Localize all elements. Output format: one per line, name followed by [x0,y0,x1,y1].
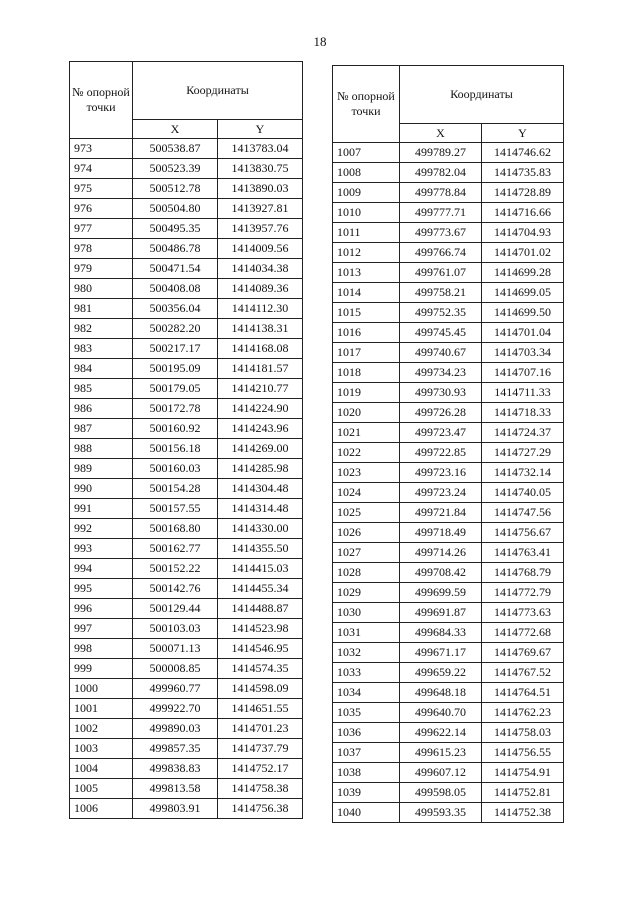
point-number-cell: 1005 [70,779,133,799]
point-number-cell: 990 [70,479,133,499]
point-number-cell: 1027 [333,543,400,563]
table-row [333,403,564,423]
point-number-cell: 978 [70,239,133,259]
table-row [70,399,303,419]
point-number-cell: 1029 [333,583,400,603]
point-number-cell: 1025 [333,503,400,523]
y-coordinate-cell: 1414746.62 [482,143,564,163]
table-row [70,579,303,599]
x-coordinate-cell: 499593.35 [400,803,482,823]
table-row [333,323,564,343]
x-coordinate-cell: 499838.83 [133,759,218,779]
point-number-cell: 993 [70,539,133,559]
y-coordinate-cell: 1414758.38 [218,779,303,799]
coordinates-table-right [332,65,564,823]
point-number-cell: 1014 [333,283,400,303]
point-number-cell: 1006 [70,799,133,819]
table-row [70,619,303,639]
header-x: X [133,120,218,139]
point-number-cell: 989 [70,459,133,479]
x-coordinate-cell: 499723.47 [400,423,482,443]
point-number-cell: 1019 [333,383,400,403]
y-coordinate-cell: 1414330.00 [218,519,303,539]
table-row [70,499,303,519]
x-coordinate-cell: 500008.85 [133,659,218,679]
point-number-cell: 1013 [333,263,400,283]
table-body-right [333,143,564,823]
table-row [333,583,564,603]
y-coordinate-cell: 1414724.37 [482,423,564,443]
point-number-cell: 980 [70,279,133,299]
table-row [333,723,564,743]
point-number-cell: 1018 [333,363,400,383]
y-coordinate-cell: 1414285.98 [218,459,303,479]
point-number-cell: 977 [70,219,133,239]
x-coordinate-cell: 500195.09 [133,359,218,379]
x-coordinate-cell: 499684.33 [400,623,482,643]
x-coordinate-cell: 499922.70 [133,699,218,719]
table-row [333,343,564,363]
y-coordinate-cell: 1414523.98 [218,619,303,639]
y-coordinate-cell: 1414769.67 [482,643,564,663]
point-number-cell: 973 [70,139,133,159]
y-coordinate-cell: 1414701.23 [218,719,303,739]
table-row [333,763,564,783]
point-number-cell: 1016 [333,323,400,343]
y-coordinate-cell: 1414732.14 [482,463,564,483]
point-number-cell: 1008 [333,163,400,183]
point-number-cell: 984 [70,359,133,379]
point-number-cell: 995 [70,579,133,599]
y-coordinate-cell: 1414768.79 [482,563,564,583]
table-row [70,139,303,159]
x-coordinate-cell: 499766.74 [400,243,482,263]
y-coordinate-cell: 1414269.00 [218,439,303,459]
point-number-cell: 1015 [333,303,400,323]
y-coordinate-cell: 1414767.52 [482,663,564,683]
table-row [70,759,303,779]
x-coordinate-cell: 500157.55 [133,499,218,519]
y-coordinate-cell: 1414304.48 [218,479,303,499]
point-number-cell: 1009 [333,183,400,203]
x-coordinate-cell: 499699.59 [400,583,482,603]
table-row [333,783,564,803]
y-coordinate-cell: 1414574.35 [218,659,303,679]
point-number-cell: 1038 [333,763,400,783]
x-coordinate-cell: 499708.42 [400,563,482,583]
x-coordinate-cell: 499758.21 [400,283,482,303]
x-coordinate-cell: 499723.16 [400,463,482,483]
x-coordinate-cell: 499723.24 [400,483,482,503]
table-row [70,599,303,619]
x-coordinate-cell: 499718.49 [400,523,482,543]
point-number-cell: 1033 [333,663,400,683]
y-coordinate-cell: 1414699.28 [482,263,564,283]
table-row [70,379,303,399]
x-coordinate-cell: 499730.93 [400,383,482,403]
table-row [70,559,303,579]
y-coordinate-cell: 1414704.93 [482,223,564,243]
point-number-cell: 1001 [70,699,133,719]
y-coordinate-cell: 1414089.36 [218,279,303,299]
y-coordinate-cell: 1414752.17 [218,759,303,779]
point-number-cell: 1035 [333,703,400,723]
point-number-cell: 998 [70,639,133,659]
table-body-left [70,139,303,819]
x-coordinate-cell: 500154.28 [133,479,218,499]
x-coordinate-cell: 499722.85 [400,443,482,463]
y-coordinate-cell: 1413830.75 [218,159,303,179]
point-number-cell: 1040 [333,803,400,823]
x-coordinate-cell: 500142.76 [133,579,218,599]
x-coordinate-cell: 500471.54 [133,259,218,279]
point-number-cell: 1012 [333,243,400,263]
table-row [333,623,564,643]
x-coordinate-cell: 500523.39 [133,159,218,179]
y-coordinate-cell: 1414718.33 [482,403,564,423]
table-row [70,719,303,739]
table-row [70,279,303,299]
x-coordinate-cell: 499803.91 [133,799,218,819]
table-row [333,643,564,663]
y-coordinate-cell: 1414243.96 [218,419,303,439]
y-coordinate-cell: 1414752.81 [482,783,564,803]
point-number-cell: 1021 [333,423,400,443]
point-number-cell: 1030 [333,603,400,623]
y-coordinate-cell: 1414773.63 [482,603,564,623]
y-coordinate-cell: 1414758.03 [482,723,564,743]
table-row [70,179,303,199]
y-coordinate-cell: 1414764.51 [482,683,564,703]
point-number-cell: 1004 [70,759,133,779]
y-coordinate-cell: 1414598.09 [218,679,303,699]
y-coordinate-cell: 1413957.76 [218,219,303,239]
point-number-cell: 988 [70,439,133,459]
x-coordinate-cell: 500179.05 [133,379,218,399]
point-number-cell: 1039 [333,783,400,803]
table-row [70,259,303,279]
x-coordinate-cell: 499740.67 [400,343,482,363]
y-coordinate-cell: 1414168.08 [218,339,303,359]
y-coordinate-cell: 1413927.81 [218,199,303,219]
point-number-cell: 1028 [333,563,400,583]
x-coordinate-cell: 500172.78 [133,399,218,419]
point-number-cell: 1002 [70,719,133,739]
x-coordinate-cell: 499789.27 [400,143,482,163]
x-coordinate-cell: 499714.26 [400,543,482,563]
table-row [333,503,564,523]
point-number-cell: 1020 [333,403,400,423]
x-coordinate-cell: 499721.84 [400,503,482,523]
table-row [70,299,303,319]
point-number-cell: 1036 [333,723,400,743]
point-number-cell: 974 [70,159,133,179]
table-row [70,639,303,659]
y-coordinate-cell: 1414711.33 [482,383,564,403]
y-coordinate-cell: 1414314.48 [218,499,303,519]
y-coordinate-cell: 1414701.04 [482,323,564,343]
y-coordinate-cell: 1414210.77 [218,379,303,399]
point-number-cell: 976 [70,199,133,219]
y-coordinate-cell: 1414701.02 [482,243,564,263]
y-coordinate-cell: 1414754.91 [482,763,564,783]
point-number-cell: 982 [70,319,133,339]
header-point-number: № опорной точки [70,62,133,139]
x-coordinate-cell: 499745.45 [400,323,482,343]
table-row [333,803,564,823]
x-coordinate-cell: 499773.67 [400,223,482,243]
header-coordinates: Координаты [400,66,564,124]
table-row [70,199,303,219]
point-number-cell: 997 [70,619,133,639]
x-coordinate-cell: 500168.80 [133,519,218,539]
header-point-number: № опорной точки [333,66,400,143]
table-row [333,483,564,503]
table-row [70,479,303,499]
table-row [70,679,303,699]
table-row [333,663,564,683]
table-row [333,603,564,623]
x-coordinate-cell: 499778.84 [400,183,482,203]
x-coordinate-cell: 499752.35 [400,303,482,323]
x-coordinate-cell: 499734.23 [400,363,482,383]
y-coordinate-cell: 1414747.56 [482,503,564,523]
table-row [333,203,564,223]
table-row [333,283,564,303]
table-row [70,419,303,439]
table-row [70,319,303,339]
x-coordinate-cell: 500152.22 [133,559,218,579]
point-number-cell: 1023 [333,463,400,483]
x-coordinate-cell: 500408.08 [133,279,218,299]
y-coordinate-cell: 1414455.34 [218,579,303,599]
table-row [333,363,564,383]
x-coordinate-cell: 499648.18 [400,683,482,703]
table-row [333,703,564,723]
x-coordinate-cell: 499607.12 [400,763,482,783]
x-coordinate-cell: 500504.80 [133,199,218,219]
y-coordinate-cell: 1414728.89 [482,183,564,203]
point-number-cell: 1032 [333,643,400,663]
y-coordinate-cell: 1414546.95 [218,639,303,659]
table-row [333,163,564,183]
table-row [70,239,303,259]
point-number-cell: 1007 [333,143,400,163]
table-row [70,699,303,719]
y-coordinate-cell: 1414699.05 [482,283,564,303]
table-row [70,359,303,379]
x-coordinate-cell: 499813.58 [133,779,218,799]
x-coordinate-cell: 499615.23 [400,743,482,763]
y-coordinate-cell: 1414772.79 [482,583,564,603]
x-coordinate-cell: 499782.04 [400,163,482,183]
y-coordinate-cell: 1414138.31 [218,319,303,339]
y-coordinate-cell: 1414651.55 [218,699,303,719]
y-coordinate-cell: 1413783.04 [218,139,303,159]
x-coordinate-cell: 500071.13 [133,639,218,659]
point-number-cell: 1026 [333,523,400,543]
x-coordinate-cell: 500512.78 [133,179,218,199]
point-number-cell: 1017 [333,343,400,363]
y-coordinate-cell: 1414355.50 [218,539,303,559]
table-row [333,523,564,543]
x-coordinate-cell: 499890.03 [133,719,218,739]
point-number-cell: 992 [70,519,133,539]
x-coordinate-cell: 499598.05 [400,783,482,803]
header-y: Y [482,124,564,143]
y-coordinate-cell: 1414034.38 [218,259,303,279]
header-coordinates: Координаты [133,62,303,120]
x-coordinate-cell: 500162.77 [133,539,218,559]
header-x: X [400,124,482,143]
y-coordinate-cell: 1414735.83 [482,163,564,183]
point-number-cell: 994 [70,559,133,579]
x-coordinate-cell: 499726.28 [400,403,482,423]
coordinates-table-left [69,61,303,819]
table-row [70,439,303,459]
table-row [70,739,303,759]
point-number-cell: 981 [70,299,133,319]
table-row [333,223,564,243]
y-coordinate-cell: 1414756.67 [482,523,564,543]
y-coordinate-cell: 1414009.56 [218,239,303,259]
y-coordinate-cell: 1414727.29 [482,443,564,463]
point-number-cell: 1034 [333,683,400,703]
y-coordinate-cell: 1414488.87 [218,599,303,619]
table-row [333,263,564,283]
x-coordinate-cell: 499640.70 [400,703,482,723]
x-coordinate-cell: 500495.35 [133,219,218,239]
y-coordinate-cell: 1414716.66 [482,203,564,223]
table-row [70,799,303,819]
table-row [70,659,303,679]
x-coordinate-cell: 500160.92 [133,419,218,439]
table-row [70,519,303,539]
y-coordinate-cell: 1414752.38 [482,803,564,823]
x-coordinate-cell: 500160.03 [133,459,218,479]
y-coordinate-cell: 1414707.16 [482,363,564,383]
y-coordinate-cell: 1414415.03 [218,559,303,579]
point-number-cell: 986 [70,399,133,419]
table-row [70,779,303,799]
x-coordinate-cell: 500538.87 [133,139,218,159]
y-coordinate-cell: 1414762.23 [482,703,564,723]
y-coordinate-cell: 1414756.55 [482,743,564,763]
table-row [333,563,564,583]
y-coordinate-cell: 1413890.03 [218,179,303,199]
point-number-cell: 996 [70,599,133,619]
x-coordinate-cell: 500217.17 [133,339,218,359]
x-coordinate-cell: 499960.77 [133,679,218,699]
y-coordinate-cell: 1414756.38 [218,799,303,819]
y-coordinate-cell: 1414740.05 [482,483,564,503]
x-coordinate-cell: 500282.20 [133,319,218,339]
x-coordinate-cell: 500103.03 [133,619,218,639]
table-row [70,219,303,239]
table-row [333,543,564,563]
x-coordinate-cell: 500356.04 [133,299,218,319]
x-coordinate-cell: 499691.87 [400,603,482,623]
point-number-cell: 1010 [333,203,400,223]
y-coordinate-cell: 1414763.41 [482,543,564,563]
x-coordinate-cell: 499622.14 [400,723,482,743]
table-row [333,743,564,763]
y-coordinate-cell: 1414772.68 [482,623,564,643]
point-number-cell: 985 [70,379,133,399]
point-number-cell: 1011 [333,223,400,243]
y-coordinate-cell: 1414112.30 [218,299,303,319]
y-coordinate-cell: 1414699.50 [482,303,564,323]
table-row [70,159,303,179]
x-coordinate-cell: 500156.18 [133,439,218,459]
point-number-cell: 1000 [70,679,133,699]
point-number-cell: 1037 [333,743,400,763]
x-coordinate-cell: 500486.78 [133,239,218,259]
table-row [70,459,303,479]
table-row [333,303,564,323]
x-coordinate-cell: 499777.71 [400,203,482,223]
page-number: 18 [313,34,327,49]
x-coordinate-cell: 499671.17 [400,643,482,663]
table-row [333,423,564,443]
x-coordinate-cell: 500129.44 [133,599,218,619]
point-number-cell: 1003 [70,739,133,759]
x-coordinate-cell: 499857.35 [133,739,218,759]
table-row [333,243,564,263]
table-row [70,539,303,559]
point-number-cell: 983 [70,339,133,359]
y-coordinate-cell: 1414703.34 [482,343,564,363]
point-number-cell: 999 [70,659,133,679]
y-coordinate-cell: 1414181.57 [218,359,303,379]
point-number-cell: 1022 [333,443,400,463]
point-number-cell: 1024 [333,483,400,503]
table-row [333,443,564,463]
table-row [333,143,564,163]
table-row [333,183,564,203]
x-coordinate-cell: 499761.07 [400,263,482,283]
y-coordinate-cell: 1414737.79 [218,739,303,759]
table-row [333,463,564,483]
point-number-cell: 1031 [333,623,400,643]
table-row [70,339,303,359]
y-coordinate-cell: 1414224.90 [218,399,303,419]
point-number-cell: 991 [70,499,133,519]
point-number-cell: 979 [70,259,133,279]
point-number-cell: 987 [70,419,133,439]
table-row [333,383,564,403]
header-y: Y [218,120,303,139]
point-number-cell: 975 [70,179,133,199]
table-row [333,683,564,703]
x-coordinate-cell: 499659.22 [400,663,482,683]
